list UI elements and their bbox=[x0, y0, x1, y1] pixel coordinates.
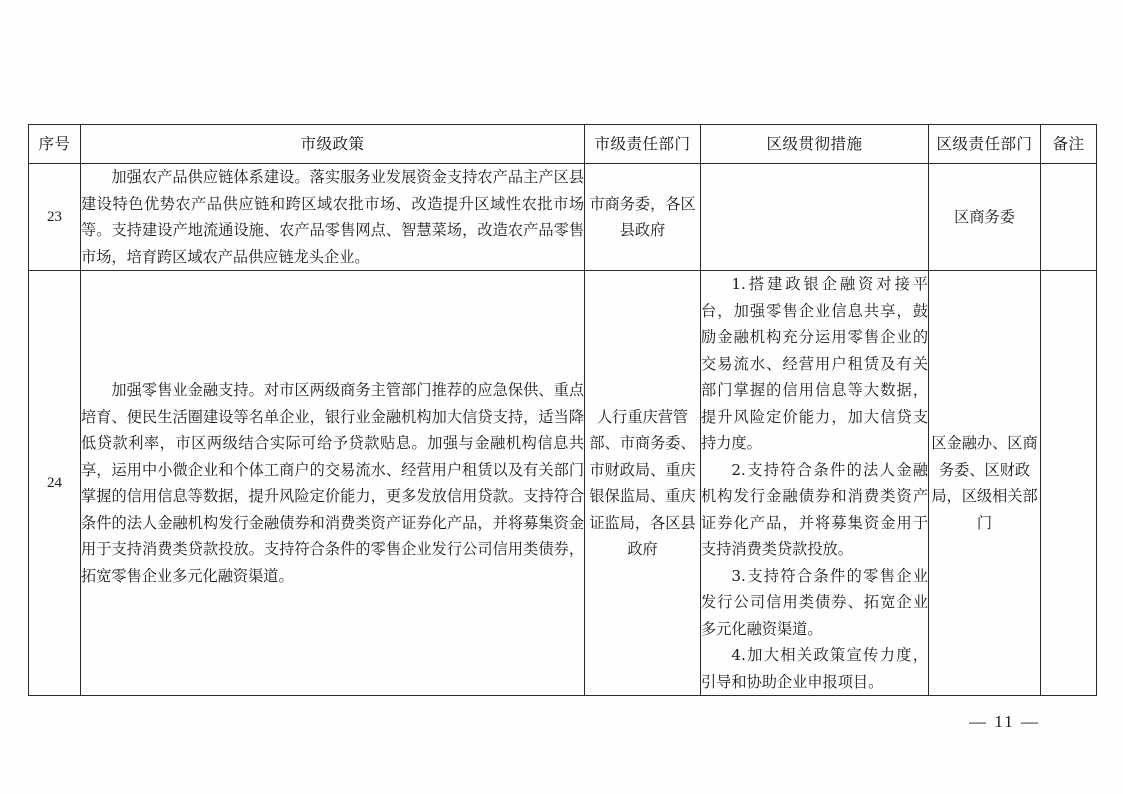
table-row bbox=[29, 164, 1097, 271]
column-header-remark: 备注 bbox=[1041, 125, 1097, 164]
column-header-district-department: 区级责任部门 bbox=[929, 125, 1041, 164]
district-department-text: 区商务委 bbox=[954, 207, 1015, 226]
district-measure-item: 3.支持符合条件的零售企业发行公司信用类债券、拓宽企业多元化融资渠道。 bbox=[701, 566, 928, 638]
district-measure-item: 2.支持符合条件的法人金融机构发行金融债券和消费类资产证券化产品，并将募集资金用于支持消费类贷款投放。 bbox=[701, 460, 928, 558]
city-department-text: 市商务委，各区县政府 bbox=[589, 194, 696, 239]
table-row bbox=[29, 271, 1097, 696]
table-body bbox=[29, 164, 1097, 696]
district-measure-item: 1.搭建政银企融资对接平台，加强零售企业信息共享，鼓励金融机构充分运用零售企业的交易流水、经营用户租赁及有关部门掌握的信用信息等大数据，提升风险定价能力，加大信贷支持力度。 bbox=[701, 275, 928, 452]
column-header-sequence: 序号 bbox=[29, 125, 81, 164]
cell-city-department bbox=[585, 271, 701, 696]
cell-district-department bbox=[929, 164, 1041, 271]
cell-district-department bbox=[929, 271, 1041, 696]
cell-remark bbox=[1041, 164, 1097, 271]
city-department-text: 人行重庆营管部、市商务委、市财政局、重庆银保监局、重庆证监局，各区县政府 bbox=[589, 407, 696, 558]
cell-city-policy bbox=[81, 271, 585, 696]
cell-remark bbox=[1041, 271, 1097, 696]
district-measure-item: 4.加大相关政策宣传力度，引导和协助企业申报项目。 bbox=[701, 646, 928, 691]
cell-district-measures bbox=[701, 271, 929, 696]
cell-sequence-number: 24 bbox=[29, 271, 81, 696]
page-number: — 11 — bbox=[969, 712, 1040, 731]
cell-city-policy bbox=[81, 164, 585, 271]
city-policy-text: 加强零售业金融支持。对市区两级商务主管部门推荐的应急保供、重点培育、便民生活圈建设等名单企业，银行业金融机构加大信贷支持，适当降低贷款利率，市区两级结合实际可给予贷款贴息。加强与金融机构信息共享，运用中小微企业和个体工商户的交易流水、经营用户租赁以及有关部门掌握的信用信息等数据，提升风险定价能力，更多发放信用贷款。支持符合条件的法人金融机构发行金融债券和消费类资产证券化产品，并将募集资金用于支持消费类贷款投放。支持符合条件的零售企业发行公司信用类债券，拓宽零售企业多元化融资渠道。 bbox=[81, 381, 584, 585]
cell-city-department bbox=[585, 164, 701, 271]
header-row bbox=[29, 125, 1097, 164]
column-header-district-measures: 区级贯彻措施 bbox=[701, 125, 929, 164]
district-department-text: 区金融办、区商务委、区财政局，区级相关部门 bbox=[931, 434, 1038, 532]
column-header-city-department: 市级责任部门 bbox=[585, 125, 701, 164]
policy-table bbox=[28, 124, 1097, 696]
column-header-city-policy: 市级政策 bbox=[81, 125, 585, 164]
cell-sequence-number: 23 bbox=[29, 164, 81, 271]
city-policy-text: 加强农产品供应链体系建设。落实服务业发展资金支持农产品主产区县建设特色优势农产品供应链和跨区域农批市场、改造提升区域性农批市场等。支持建设产地流通设施、农产品零售网点、智慧菜场，改造农产品零售市场，培育跨区域农产品供应链龙头企业。 bbox=[81, 168, 584, 266]
table-header bbox=[29, 125, 1097, 164]
cell-district-measures bbox=[701, 164, 929, 271]
